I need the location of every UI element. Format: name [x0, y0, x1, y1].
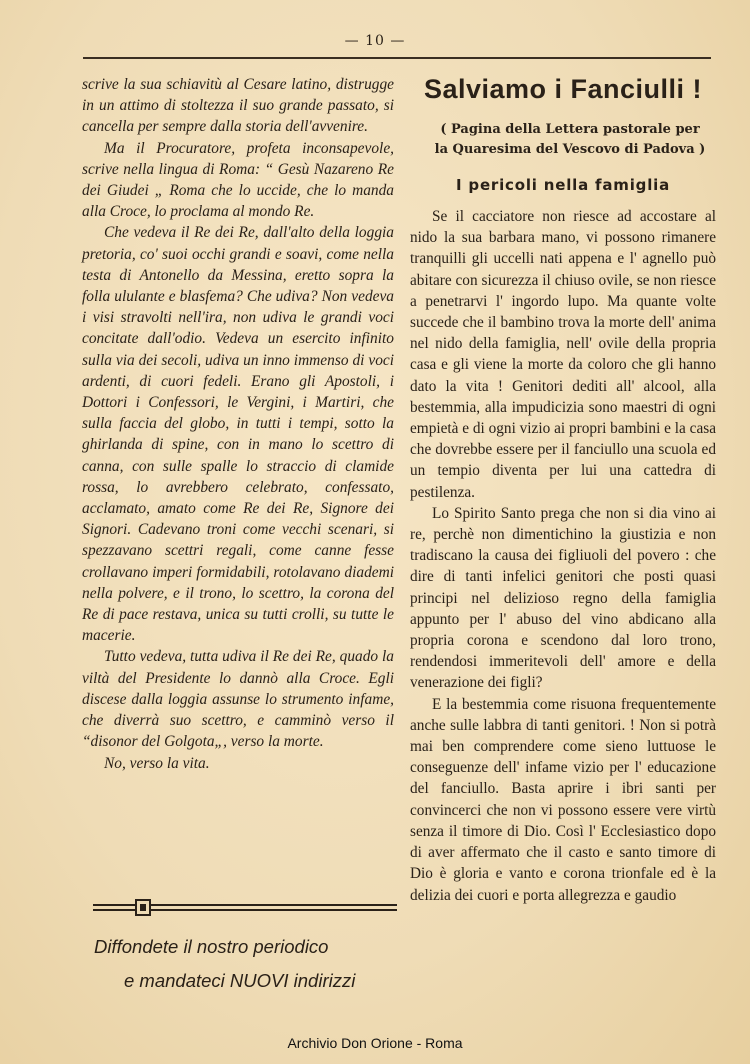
subtitle-line-1: ( Pagina della Lettera pastorale per	[440, 122, 700, 137]
page-number: — 10 —	[344, 33, 406, 49]
section-heading: I pericoli nella famiglia	[456, 176, 670, 194]
right-paragraph-3: E la bestemmia come risuona frequentemente anche sulle labbra di tanti genitori. ! Non si potrà mai ben comprendere come sieno luttuose le conseguenze dell' infame vizio per l' educazione del fanciullo. Basta aprire i ibri santi per convincerci che non vi possono essere vere virtù senza il timore di Dio. Così l' Ecclesiastico dopo di aver affermato che il casto e santo timore di Dio è gloria e vanto e corona trionfale ed è la delizia dei cuori e porta allegrezza e gaudio	[410, 695, 716, 904]
subscription-notice	[94, 930, 404, 998]
header-rule	[83, 57, 711, 59]
notice-line-1: Diffondete il nostro periodico	[94, 936, 329, 957]
subtitle-line-2: la Quaresima del Vescovo di Padova )	[434, 142, 706, 157]
archive-footer: Archivio Don Orione - Roma	[287, 1035, 463, 1051]
right-column	[410, 72, 716, 906]
ornament-divider	[93, 897, 397, 919]
left-paragraph-3: Che vedeva il Re dei Re, dall'alto della loggia pretoria, co' suoi occhi grandi e soavi, come nella testa di Antonello da Messina, eretto sopra la folla ululante e blasfema? Che udiva? Non vedeva i visi stravolti nell'ira, non udiva le grandi voci concitate dall'odio. Vedeva un esercito infinito sulla via dei secoli, udiva un inno immenso di voci ardenti, di cuori fedeli. Erano gli Apostoli, i Dottori i Confessori, le Vergini, i Martiri, che sulla faccia del globo, in tutti i tempi, sotto la ghirlanda di spine, con in mano lo scettro di canna, con sulle spalle lo straccio di clamide rossa, lo avrebbero celebrato, confessato, acclamato, amato come Re dei Re, Signore dei Signori. Cadevano troni come vecchi scenari, si spezzavano scettri regali, come canne fesse crollavano imperi formidabili, rotolavano diademi nella polvere, e il trono, lo scettro, la corona del Re di pace restava, unica su tutti crolli, su tutte le macerie.	[82, 224, 394, 645]
left-column	[82, 74, 394, 774]
left-paragraph-4: Tutto vedeva, tutta udiva il Re dei Re, quado la viltà del Presidente lo dannò alla Croce. Egli discese dalla loggia assunse lo strumento infame, che diverrà suo scettro, e camminò verso il “disonor del Golgota„, verso la morte.	[82, 648, 394, 751]
right-paragraph-2: Lo Spirito Santo prega che non si dia vino ai re, perchè non dimentichino la giustizia e non tradiscano la causa dei figliuoli del povero : che dire di tanti infelici genitori che posti quasi principi nel delizioso regno della famiglia appunto per l' abuso del vino abdicano alla propria corona e scendono dal loro trono, rendendosi immeritevoli dell' amore e della venerazione dei figli?	[410, 504, 716, 692]
left-paragraph-5: No, verso la vita.	[104, 754, 210, 772]
left-paragraph-1: scrive la sua schiavitù al Cesare latino, distrugge in un attimo di stoltezza il suo grande passato, si cancella per sempre dalla storia dell'avvenire.	[82, 76, 394, 136]
right-paragraph-1: Se il cacciatore non riesce ad accostare al nido la sua barbara mano, vi possono rimanere tranquilli gli uccelli nati appena e l' agnello può abitare con sicurezza il chiuso ovile, se non riesce a penetrarvi l' ingordo lupo. Ma quante volte succede che il bambino trova la morte dell' anima nel nido della famiglia, nell' ovile della propria casa e gli viene la morte da coloro che gli hanno dato la vita ! Genitori dediti all' alcool, alla bestemmia, alla impudicizia sono maestri di ogni empietà e di ogni vizio ai propri bambini e la casa che dovrebbe essere per il fanciullo una scuola ed un tempio diventa per lui una cattedra di pestilenza.	[410, 208, 716, 501]
left-paragraph-2: Ma il Procuratore, profeta inconsapevole, scrive nella lingua di Roma: “ Gesù Nazareno Re dei Giudei „ Roma che lo uccide, che lo manda alla Croce, lo proclama al mondo Re.	[82, 139, 394, 221]
notice-line-2: e mandateci NUOVI indirizzi	[124, 970, 356, 991]
article-title: Salviamo i Fanciulli !	[423, 74, 703, 104]
article-subtitle	[424, 120, 716, 160]
